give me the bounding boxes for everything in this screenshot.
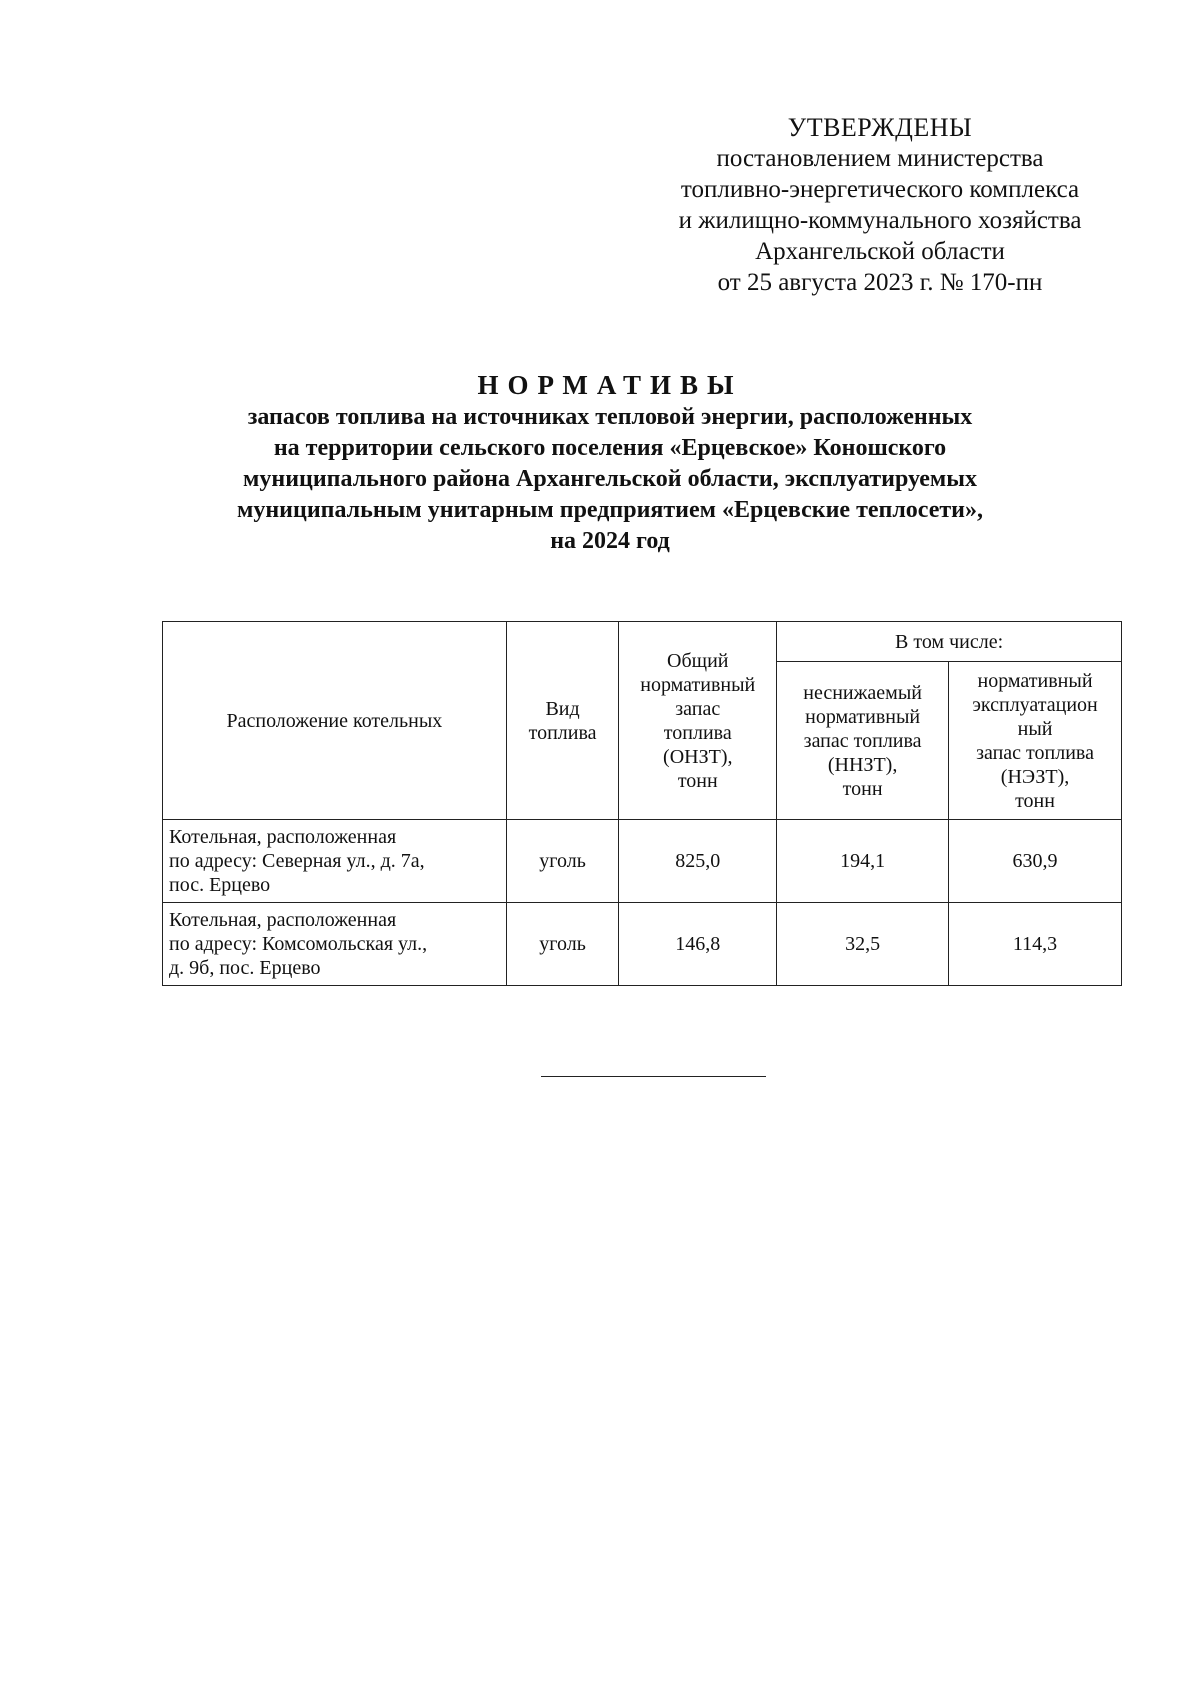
cell-nnzt: 32,5 [777,903,949,986]
cell-fuel: уголь [506,903,619,986]
subtitle-line-3: муниципального района Архангельской области, эксплуатируемых [243,466,977,492]
header-nnzt-line: (ННЗТ), [827,753,898,776]
subtitle-line-2: на территории сельского поселения «Ерцевское» Коношского [273,435,947,461]
location-line: д. 9б, пос. Ерцево [169,957,321,979]
header-nnzt [777,662,949,820]
header-fuel-type [506,622,619,820]
location-line: Котельная, расположенная [169,909,397,931]
approval-stamp [620,112,1140,298]
header-nezt-line: нормативный [977,669,1093,692]
approved-label: УТВЕРЖДЕНЫ [787,113,973,142]
approval-line-4: Архангельской области [755,238,1005,265]
fuel-norms-table [162,621,1122,986]
approval-line-1: постановлением министерства [716,145,1044,172]
approval-line-3: и жилищно-коммунального хозяйства [678,207,1082,234]
table-row [163,903,1122,986]
document-title-block [150,368,1070,557]
document-title: НОРМАТИВЫ [477,370,743,400]
header-nezt-line: ный [1017,717,1053,740]
location-line: Котельная, расположенная [169,826,397,848]
cell-location [163,903,507,986]
header-total-line: тонн [677,769,718,792]
header-fuel-type-line: топлива [528,721,597,744]
header-nnzt-line: запас топлива [803,729,922,752]
cell-nezt: 630,9 [949,820,1122,903]
approval-line-2: топливно-энергетического комплекса [680,176,1080,203]
subtitle-line-1: запасов топлива на источниках тепловой энергии, расположенных [247,404,973,430]
location-line: пос. Ерцево [169,874,271,896]
cell-total: 146,8 [619,903,777,986]
header-total-reserve [619,622,777,820]
header-total-line: нормативный [640,673,756,696]
header-nezt-line: (НЭЗТ), [1000,765,1070,788]
header-nnzt-line: тонн [842,777,883,800]
cell-location [163,820,507,903]
header-nezt [949,662,1122,820]
subtitle-line-5: на 2024 год [550,528,670,554]
header-including: В том числе: [777,622,1122,662]
header-nezt-line: тонн [1015,789,1055,812]
header-nezt-line: запас топлива [976,741,1094,764]
cell-nezt: 114,3 [949,903,1122,986]
cell-total: 825,0 [619,820,777,903]
table-header-row [163,622,1122,662]
location-line: по адресу: Комсомольская ул., [169,933,428,955]
subtitle-line-4: муниципальным унитарным предприятием «Ерцевские теплосети», [236,497,984,523]
header-nnzt-line: неснижаемый [803,681,922,704]
header-total-line: (ОНЗТ), [663,745,733,768]
table-row [163,820,1122,903]
header-total-line: Общий [667,649,729,672]
header-total-line: запас [675,697,721,720]
header-location: Расположение котельных [163,622,507,820]
end-of-document-line [541,1076,766,1077]
header-total-line: топлива [663,721,732,744]
header-fuel-type-line: Вид [545,697,580,720]
header-nezt-line: эксплуатацион [972,693,1098,716]
cell-nnzt: 194,1 [777,820,949,903]
approval-line-5: от 25 августа 2023 г. № 170-пн [717,269,1043,296]
cell-fuel: уголь [506,820,619,903]
header-nnzt-line: нормативный [805,705,921,728]
location-line: по адресу: Северная ул., д. 7а, [169,850,425,872]
